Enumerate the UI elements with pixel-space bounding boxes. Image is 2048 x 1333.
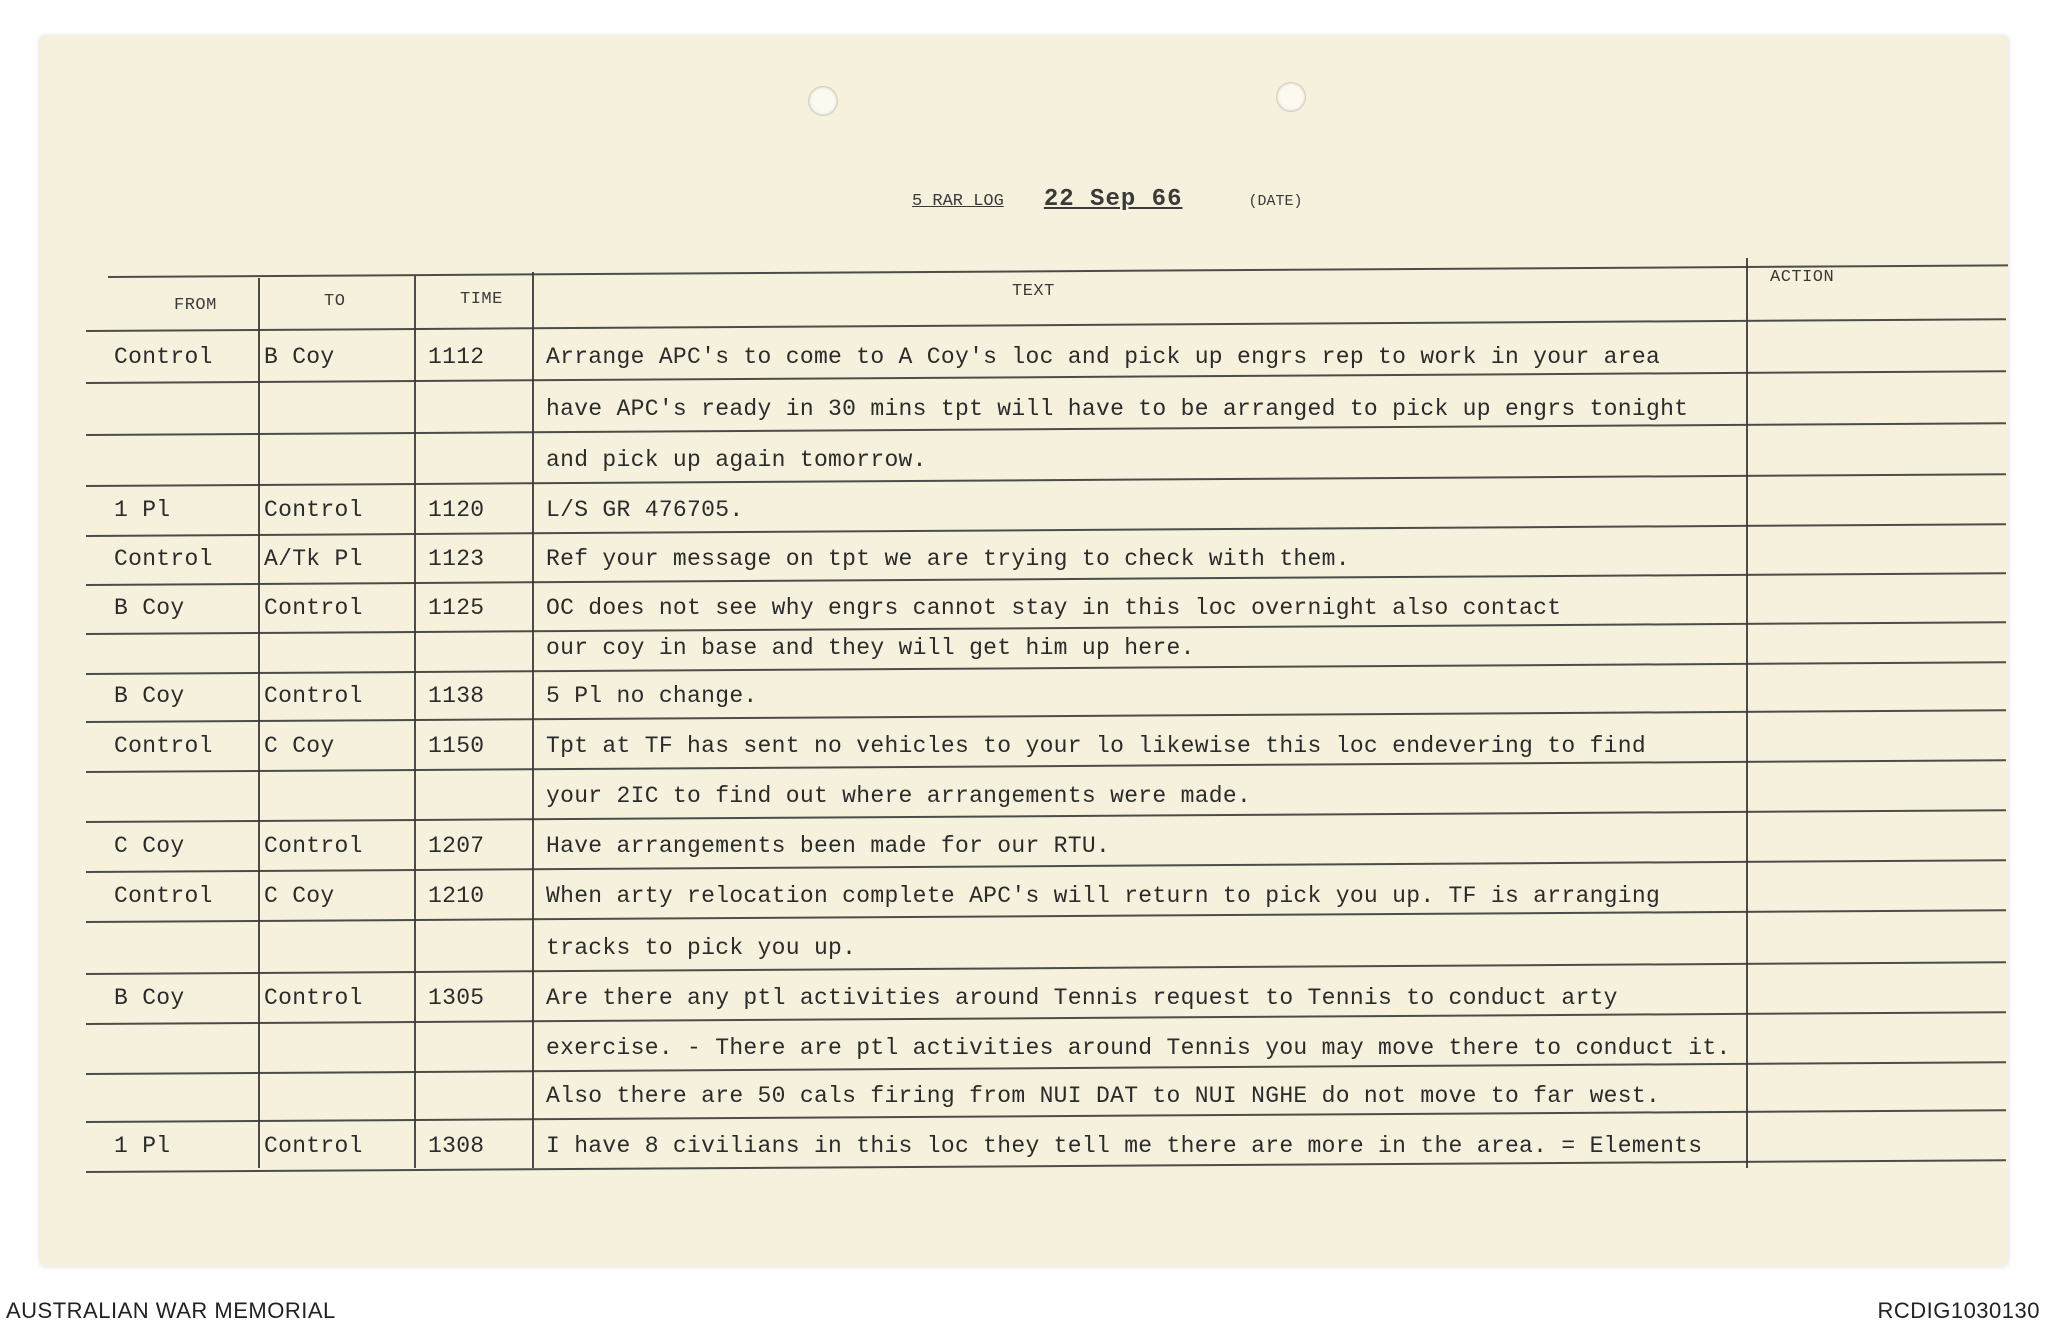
entry-time: 1125: [428, 595, 485, 621]
entry-text: L/S GR 476705.: [546, 497, 744, 523]
footer-source: AUSTRALIAN WAR MEMORIAL: [6, 1298, 336, 1323]
entry-to: Control: [264, 833, 363, 859]
entry-time: 1305: [428, 985, 485, 1011]
entry-time: 1120: [428, 497, 485, 523]
entry-text: When arty relocation complete APC's will return to pick you up. TF is arranging: [546, 883, 1661, 909]
entry-from: Control: [114, 883, 213, 909]
footer-reference: RCDIG1030130: [1877, 1298, 2040, 1323]
entry-from: Control: [114, 546, 213, 572]
entry-to: B Coy: [264, 344, 335, 370]
entry-time: 1150: [428, 733, 485, 759]
col-header-time: TIME: [460, 290, 503, 309]
entry-time: 1112: [428, 344, 485, 370]
entry-time: 1308: [428, 1133, 485, 1159]
entry-to: Control: [264, 985, 363, 1011]
entry-time: 1207: [428, 833, 485, 859]
log-date: 22 Sep 66: [1043, 186, 1183, 213]
entry-time: 1123: [428, 546, 485, 572]
entry-from: B Coy: [114, 595, 185, 621]
entry-text: exercise. - There are ptl activities around Tennis you may move there to conduct it.: [546, 1035, 1731, 1061]
entry-text: have APC's ready in 30 mins tpt will have to be arranged to pick up engrs tonight: [546, 396, 1689, 422]
entry-text: Are there any ptl activities around Tennis request to Tennis to conduct arty: [546, 985, 1618, 1011]
log-unit: 5 RAR LOG: [912, 192, 1004, 211]
entry-text: tracks to pick you up.: [546, 935, 857, 961]
col-header-text: TEXT: [1012, 282, 1055, 301]
entry-text: Have arrangements been made for our RTU.: [546, 833, 1111, 859]
date-label: (DATE): [1248, 193, 1303, 210]
entry-text: OC does not see why engrs cannot stay in this loc overnight also contact: [546, 595, 1562, 621]
entry-text: Tpt at TF has sent no vehicles to your lo likewise this loc endevering to find: [546, 733, 1646, 759]
entry-from: Control: [114, 344, 213, 370]
entry-to: Control: [264, 595, 363, 621]
entry-text: Ref your message on tpt we are trying to check with them.: [546, 546, 1350, 572]
entry-from: B Coy: [114, 985, 185, 1011]
col-header-action: ACTION: [1770, 268, 1835, 287]
entry-time: 1210: [428, 883, 485, 909]
col-header-from: FROM: [174, 296, 217, 315]
entry-to: A/Tk Pl: [264, 546, 363, 572]
entry-from: 1 Pl: [114, 497, 171, 523]
entry-text: Arrange APC's to come to A Coy's loc and pick up engrs rep to work in your area: [546, 344, 1661, 370]
entry-text: 5 Pl no change.: [546, 683, 758, 709]
entry-from: 1 Pl: [114, 1133, 171, 1159]
entry-time: 1138: [428, 683, 485, 709]
entry-text: our coy in base and they will get him up here.: [546, 635, 1195, 661]
punch-hole-right: [1276, 82, 1306, 112]
log-title: [912, 186, 1303, 213]
entry-from: C Coy: [114, 833, 185, 859]
entry-from: B Coy: [114, 683, 185, 709]
entry-to: Control: [264, 683, 363, 709]
entry-to: C Coy: [264, 733, 335, 759]
entry-from: Control: [114, 733, 213, 759]
entry-to: C Coy: [264, 883, 335, 909]
entry-text: your 2IC to find out where arrangements were made.: [546, 783, 1252, 809]
entry-text: Also there are 50 cals firing from NUI DAT to NUI NGHE do not move to far west.: [546, 1083, 1661, 1109]
punch-hole-left: [808, 86, 838, 116]
entry-to: Control: [264, 1133, 363, 1159]
col-header-to: TO: [324, 292, 346, 311]
entry-to: Control: [264, 497, 363, 523]
entry-text: and pick up again tomorrow.: [546, 447, 927, 473]
entry-text: I have 8 civilians in this loc they tell me there are more in the area. = Elements: [546, 1133, 1703, 1159]
